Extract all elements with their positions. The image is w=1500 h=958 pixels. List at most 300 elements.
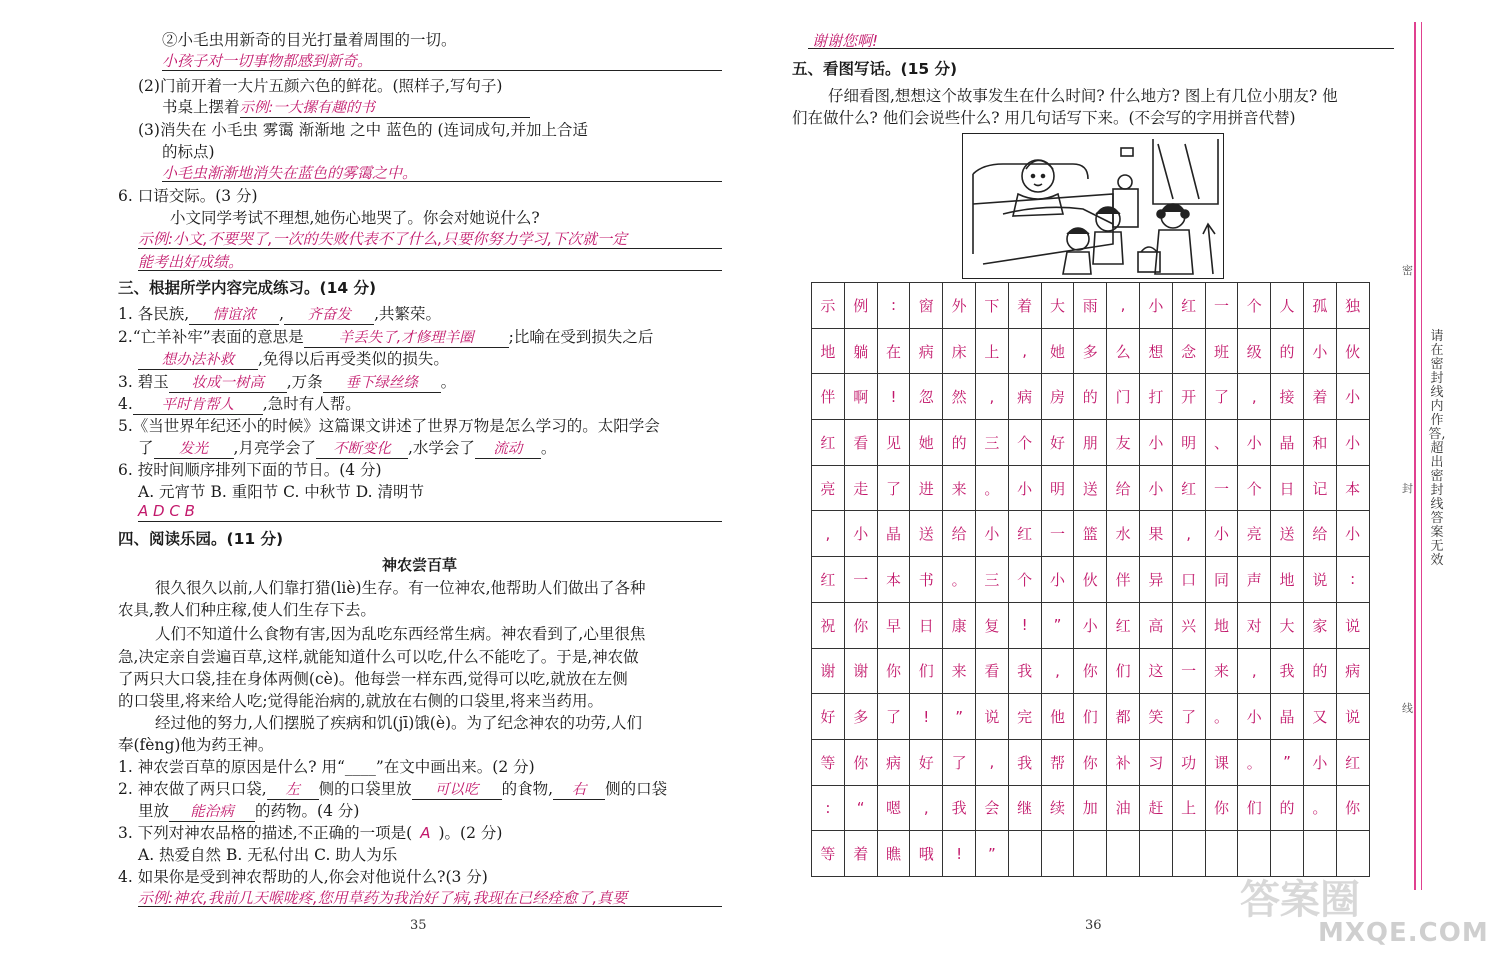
r2-blank-2: 可以吃 xyxy=(412,778,502,800)
grid-cell: 明 xyxy=(1041,465,1074,511)
reading-q4-answer: 示例:神农,我前几天喉咙疼,您用草药为我治好了病,我现在已经痊愈了,真要 xyxy=(138,889,628,907)
grid-cell: 她 xyxy=(910,420,943,466)
q6-answer-2: 能考出好成绩。 xyxy=(138,253,244,271)
grid-cell: 送 xyxy=(910,511,943,557)
grid-cell: 继 xyxy=(1008,785,1041,831)
grid-cell: 了 xyxy=(877,694,910,740)
grid-cell: 三 xyxy=(975,420,1008,466)
grid-cell: 的 xyxy=(1271,785,1304,831)
grid-cell: 小 xyxy=(1238,420,1271,466)
grid-cell: 着 xyxy=(844,831,877,877)
grid-cell: 。 xyxy=(975,465,1008,511)
grid-row xyxy=(812,465,1370,511)
r2-mid2: 的食物, xyxy=(501,780,554,798)
grid-row xyxy=(812,328,1370,374)
grid-cell: 给 xyxy=(943,511,976,557)
s3-item-5-line2: 了 发光 ,月亮学会了 不断变化 ,水学会了 流动 。 xyxy=(138,439,557,457)
grid-cell: 我 xyxy=(1271,648,1304,694)
grid-cell: 又 xyxy=(1303,694,1336,740)
grid-cell: 进 xyxy=(910,465,943,511)
grid-cell: , xyxy=(975,374,1008,420)
grid-cell: 我 xyxy=(1008,648,1041,694)
grid-cell: 红 xyxy=(1107,602,1140,648)
grid-cell: 瞧 xyxy=(877,831,910,877)
grid-cell: ” xyxy=(1271,739,1304,785)
grid-cell: , xyxy=(1008,328,1041,374)
grid-cell: 。 xyxy=(1303,785,1336,831)
grid-cell: 小 xyxy=(844,511,877,557)
grid-cell: 病 xyxy=(1336,648,1369,694)
s3-item-2-line2 xyxy=(138,347,449,370)
grid-cell: 好 xyxy=(910,739,943,785)
s3-5-l2c: ,水学会了 xyxy=(407,439,475,457)
grid-cell: 声 xyxy=(1238,557,1271,603)
grid-cell: 你 xyxy=(1205,785,1238,831)
grid-cell: 送 xyxy=(1271,511,1304,557)
grid-cell: 雨 xyxy=(1074,283,1107,329)
grid-cell: 红 xyxy=(1172,465,1205,511)
grid-cell: 说 xyxy=(1336,602,1369,648)
grid-cell: 你 xyxy=(1074,739,1107,785)
reading-q3 xyxy=(118,821,502,843)
grid-cell: 级 xyxy=(1238,328,1271,374)
grid-cell: 了 xyxy=(1205,374,1238,420)
grid-cell: 好 xyxy=(812,694,845,740)
page-number-left: 35 xyxy=(410,918,427,933)
q5-3-answer: 示例:一大摞有趣的书 xyxy=(240,96,530,118)
grid-cell: 忽 xyxy=(910,374,943,420)
grid-cell: 复 xyxy=(975,602,1008,648)
s3-item-5: 5.《当世界年纪还小的时候》这篇课文讲述了世界万物是怎么学习的。太阳学会 xyxy=(118,417,660,435)
grid-cell: 看 xyxy=(975,648,1008,694)
grid-cell: 友 xyxy=(1107,420,1140,466)
r3-post: )。(2 分) xyxy=(438,824,503,842)
grid-cell: 个 xyxy=(1238,283,1271,329)
grid-cell: 加 xyxy=(1074,785,1107,831)
grid-cell: 给 xyxy=(1107,465,1140,511)
reading-q2-line2 xyxy=(138,799,359,822)
grid-cell: 康 xyxy=(943,602,976,648)
s3-item-4: 4. 平时肯帮人 ,急时有人帮。 xyxy=(118,395,361,413)
story-p2c: 了两只大口袋,挂在身体两侧(cè)。他每尝一样东西,觉得可以吃,就放在左侧 xyxy=(118,670,628,688)
grid-cell: 下 xyxy=(975,283,1008,329)
grid-cell: 小 xyxy=(1074,602,1107,648)
grid-cell: 明 xyxy=(1172,420,1205,466)
grid-cell: 祝 xyxy=(812,602,845,648)
grid-cell: 了 xyxy=(877,465,910,511)
grid-cell: 会 xyxy=(975,785,1008,831)
story-p3b: 奉(fèng)他为药王神。 xyxy=(118,736,274,754)
r3-answer: A xyxy=(420,824,431,842)
grid-row xyxy=(812,420,1370,466)
grid-cell: 病 xyxy=(1008,374,1041,420)
s3-item-3: 3. 碧玉 妆成一树高 ,万条 垂下绿丝绦 。 xyxy=(118,373,457,391)
grid-cell: : xyxy=(877,283,910,329)
grid-cell: 帮 xyxy=(1041,739,1074,785)
binding-line xyxy=(1421,22,1422,890)
section-4-heading: 四、阅读乐园。(11 分) xyxy=(118,530,284,548)
page-number-right: 36 xyxy=(1085,918,1102,933)
reading-q2 xyxy=(118,777,667,800)
s3-1-blank-2: 齐奋发 xyxy=(284,303,374,325)
grid-cell: 多 xyxy=(844,694,877,740)
grid-cell: 本 xyxy=(1336,465,1369,511)
section-3-heading: 三、根据所学内容完成练习。(14 分) xyxy=(118,279,377,297)
answer-line xyxy=(138,521,722,522)
grid-cell: 见 xyxy=(877,420,910,466)
grid-cell: 上 xyxy=(975,328,1008,374)
grid-cell xyxy=(1074,831,1107,877)
grid-cell: 说 xyxy=(975,694,1008,740)
grid-cell: 们 xyxy=(1238,785,1271,831)
grid-cell: 啊 xyxy=(844,374,877,420)
grid-cell: 的 xyxy=(943,420,976,466)
s3-4-blank: 平时肯帮人 xyxy=(133,393,263,415)
grid-cell: 小 xyxy=(1139,283,1172,329)
r2-l2b: 的药物。(4 分) xyxy=(255,802,360,820)
grid-cell: 小 xyxy=(1238,694,1271,740)
grid-cell: 小 xyxy=(1303,328,1336,374)
grid-cell: 赶 xyxy=(1139,785,1172,831)
grid-cell: 伙 xyxy=(1336,328,1369,374)
q5-3-line xyxy=(162,95,530,118)
grid-cell: 。 xyxy=(943,557,976,603)
s3-6-options: A. 元宵节 B. 重阳节 C. 中秋节 D. 清明节 xyxy=(138,483,424,501)
grid-cell: 小 xyxy=(1041,557,1074,603)
q5-3-prompt: (2)门前开着一大片五颜六色的鲜花。(照样子,写句子) xyxy=(138,77,503,95)
reading-q3-options: A. 热爱自然 B. 无私付出 C. 助人为乐 xyxy=(138,846,398,864)
r2-blank-4: 能治病 xyxy=(169,800,255,822)
answer-line xyxy=(138,270,722,271)
story-p3a: 经过他的努力,人们摆脱了疾病和饥(jī)饿(è)。为了纪念神农的功劳,人们 xyxy=(155,714,642,732)
grid-cell: 地 xyxy=(812,328,845,374)
s3-item-2 xyxy=(118,325,653,348)
r2-post: 侧的口袋 xyxy=(605,780,668,798)
grid-row xyxy=(812,739,1370,785)
grid-cell: 窗 xyxy=(910,283,943,329)
grid-cell: 然 xyxy=(943,374,976,420)
grid-cell: 本 xyxy=(877,557,910,603)
grid-cell: , xyxy=(1107,283,1140,329)
grid-cell: 等 xyxy=(812,739,845,785)
s3-2-blank-1: 羊丢失了,才修理羊圈 xyxy=(304,326,509,348)
grid-cell: 习 xyxy=(1139,739,1172,785)
grid-cell: , xyxy=(1238,648,1271,694)
grid-cell: 看 xyxy=(844,420,877,466)
grid-cell: 一 xyxy=(1205,465,1238,511)
grid-cell: 躺 xyxy=(844,328,877,374)
grid-cell: 的 xyxy=(1074,374,1107,420)
grid-cell: 房 xyxy=(1041,374,1074,420)
grid-cell: 和 xyxy=(1303,420,1336,466)
s3-3-pre: 3. 碧玉 xyxy=(118,373,169,391)
story-p1a: 很久很久以前,人们靠打猎(liè)生存。有一位神农,他帮助人们做出了各种 xyxy=(155,579,646,597)
section-5-text-1: 仔细看图,想想这个故事发生在什么时间? 什么地方? 图上有几位小朋友? 他 xyxy=(828,87,1338,105)
grid-row xyxy=(812,283,1370,329)
grid-cell: 朋 xyxy=(1074,420,1107,466)
grid-cell: 孤 xyxy=(1303,283,1336,329)
r2-mid1: 侧的口袋里放 xyxy=(318,780,412,798)
hospital-illustration xyxy=(962,133,1224,279)
s3-6-head: 6. 按时间顺序排列下面的节日。(4 分) xyxy=(118,461,382,479)
answer-line xyxy=(162,70,722,71)
grid-cell: 一 xyxy=(1041,511,1074,557)
s3-2-post2: ,免得以后再受类似的损失。 xyxy=(258,350,449,368)
section-5-text-2: 们在做什么? 他们会说些什么? 用几句话写下来。(不会写的字用拼音代替) xyxy=(792,109,1296,127)
s3-5-l2b: ,月亮学会了 xyxy=(233,439,316,457)
grid-cell: ” xyxy=(975,831,1008,877)
grid-cell: 多 xyxy=(1074,328,1107,374)
grid-cell: 了 xyxy=(943,739,976,785)
s3-5-blank-2: 不断变化 xyxy=(316,437,408,459)
grid-cell: 小 xyxy=(1336,374,1369,420)
grid-cell: ! xyxy=(910,694,943,740)
seal-mark-bottom: 线 xyxy=(1402,702,1413,715)
grid-cell: 早 xyxy=(877,602,910,648)
grid-cell: 一 xyxy=(1172,648,1205,694)
grid-cell: 哦 xyxy=(910,831,943,877)
grid-cell: 油 xyxy=(1107,785,1140,831)
grid-cell: 小 xyxy=(1336,420,1369,466)
q6-text: 小文同学考试不理想,她伤心地哭了。你会对她说什么? xyxy=(170,209,540,227)
grid-cell: , xyxy=(1041,648,1074,694)
answer-line xyxy=(162,181,722,182)
grid-cell: ! xyxy=(943,831,976,877)
grid-cell: 例 xyxy=(844,283,877,329)
grid-cell: 你 xyxy=(1074,648,1107,694)
s3-2-blank-2: 想办法补救 xyxy=(138,348,258,370)
r2-l2a: 里放 xyxy=(138,802,170,820)
grid-cell: ” xyxy=(1041,602,1074,648)
grid-cell: 笑 xyxy=(1139,694,1172,740)
grid-cell: 开 xyxy=(1172,374,1205,420)
grid-row xyxy=(812,374,1370,420)
grid-cell: 在 xyxy=(877,328,910,374)
grid-cell: 床 xyxy=(943,328,976,374)
r3-pre: 3. 下列对神农品格的描述,不正确的一项是( xyxy=(118,824,413,842)
story-p1b: 农具,教人们种庄稼,使人们生存下去。 xyxy=(118,601,376,619)
grid-cell: , xyxy=(1172,511,1205,557)
grid-cell: 人 xyxy=(1271,283,1304,329)
grid-cell: 接 xyxy=(1271,374,1304,420)
grid-cell: 你 xyxy=(844,739,877,785)
grid-cell: 补 xyxy=(1107,739,1140,785)
grid-cell: 伴 xyxy=(1107,557,1140,603)
grid-cell: 小 xyxy=(1139,465,1172,511)
grid-cell: 们 xyxy=(910,648,943,694)
reading-q4: 4. 如果你是受到神农帮助的人,你会对他说什么?(3 分) xyxy=(118,868,488,886)
grid-cell: 么 xyxy=(1107,328,1140,374)
grid-cell: 晶 xyxy=(1271,694,1304,740)
grid-cell: 晶 xyxy=(1271,420,1304,466)
grid-cell: 好 xyxy=(1041,420,1074,466)
grid-cell: : xyxy=(812,785,845,831)
grid-cell: ! xyxy=(877,374,910,420)
grid-cell: 红 xyxy=(812,420,845,466)
grid-cell: 了 xyxy=(1172,694,1205,740)
seal-mark-mid: 封 xyxy=(1402,482,1413,495)
s3-3-mid: ,万条 xyxy=(286,373,323,391)
grid-cell: , xyxy=(812,511,845,557)
grid-cell: 你 xyxy=(1336,785,1369,831)
grid-cell: 完 xyxy=(1008,694,1041,740)
grid-cell: 一 xyxy=(844,557,877,603)
grid-cell: 功 xyxy=(1172,739,1205,785)
s3-5-blank-1: 发光 xyxy=(154,437,234,459)
q5-2-prompt: ②小毛虫用新奇的目光打量着周围的一切。 xyxy=(162,31,457,49)
grid-cell: 记 xyxy=(1303,465,1336,511)
grid-cell: 小 xyxy=(1205,511,1238,557)
s3-6-answer: A D C B xyxy=(138,502,195,520)
grid-cell: 红 xyxy=(812,557,845,603)
grid-cell: 谢 xyxy=(844,648,877,694)
grid-cell: 谢 xyxy=(812,648,845,694)
q5-4-prompt: (3)消失在 小毛虫 雾霭 渐渐地 之中 蓝色的 (连词成句,并加上合适 xyxy=(138,121,588,139)
grid-cell xyxy=(1107,831,1140,877)
grid-row xyxy=(812,602,1370,648)
s3-3-blank-2: 垂下绿丝绦 xyxy=(323,371,441,393)
grid-cell: 等 xyxy=(812,831,845,877)
grid-cell: 想 xyxy=(1139,328,1172,374)
grid-cell: 红 xyxy=(1172,283,1205,329)
grid-row xyxy=(812,557,1370,603)
s3-2-post: ;比喻在受到损失之后 xyxy=(508,328,654,346)
grid-cell: 果 xyxy=(1139,511,1172,557)
grid-cell: 大 xyxy=(1041,283,1074,329)
grid-cell: 红 xyxy=(1336,739,1369,785)
grid-cell: 兴 xyxy=(1172,602,1205,648)
grid-cell: 伴 xyxy=(812,374,845,420)
grid-cell: 上 xyxy=(1172,785,1205,831)
grid-cell: , xyxy=(910,785,943,831)
top-answer-continued: 谢谢您啊! xyxy=(812,32,879,50)
r2-blank-1: 左 xyxy=(267,778,319,800)
grid-cell: 书 xyxy=(910,557,943,603)
grid-cell: 小 xyxy=(1303,739,1336,785)
grid-cell: 示 xyxy=(812,283,845,329)
story-p2d: 的口袋里,将来给人吃;觉得能治病的,就放在右侧的口袋里,将来当药用。 xyxy=(118,692,604,710)
grid-cell: 同 xyxy=(1205,557,1238,603)
grid-row xyxy=(812,511,1370,557)
grid-cell: 。 xyxy=(1205,694,1238,740)
grid-cell xyxy=(1041,831,1074,877)
grid-cell: 地 xyxy=(1205,602,1238,648)
grid-cell: 都 xyxy=(1107,694,1140,740)
grid-cell: 小 xyxy=(1139,420,1172,466)
grid-cell: 说 xyxy=(1303,557,1336,603)
grid-cell: 病 xyxy=(910,328,943,374)
grid-cell xyxy=(1139,831,1172,877)
grid-cell: 着 xyxy=(1008,283,1041,329)
q5-2-answer: 小孩子对一切事物都感到新奇。 xyxy=(162,52,373,70)
q5-4-prompt2: 的标点) xyxy=(162,143,215,161)
seal-instruction-vertical: 请在密封线内作答,超出密封线答案无效 xyxy=(1428,329,1446,568)
grid-cell: 日 xyxy=(910,602,943,648)
grid-cell: 大 xyxy=(1271,602,1304,648)
grid-cell: “ xyxy=(844,785,877,831)
seal-mark-top: 密 xyxy=(1402,264,1413,277)
grid-cell: 这 xyxy=(1139,648,1172,694)
grid-cell: 对 xyxy=(1238,602,1271,648)
grid-cell: 你 xyxy=(877,648,910,694)
grid-cell: 口 xyxy=(1172,557,1205,603)
grid-cell: 我 xyxy=(943,785,976,831)
grid-cell: 们 xyxy=(1074,694,1107,740)
grid-cell: 个 xyxy=(1238,465,1271,511)
grid-cell: 一 xyxy=(1205,283,1238,329)
answer-line xyxy=(808,48,1394,49)
grid-cell: 他 xyxy=(1041,694,1074,740)
s3-5-blank-3: 流动 xyxy=(475,437,541,459)
grid-cell: 红 xyxy=(1008,511,1041,557)
watermark-logo: 答案圈 xyxy=(1240,877,1360,923)
grid-cell: 病 xyxy=(877,739,910,785)
s3-5-l2a: 了 xyxy=(138,439,154,457)
s3-1-post: ,共繁荣。 xyxy=(374,305,442,323)
grid-cell: ! xyxy=(1008,602,1041,648)
grid-cell: 她 xyxy=(1041,328,1074,374)
section-5-heading: 五、看图写话。(15 分) xyxy=(792,60,958,78)
grid-cell: , xyxy=(1238,374,1271,420)
q6-head: 6. 口语交际。(3 分) xyxy=(118,187,258,205)
grid-cell: 家 xyxy=(1303,602,1336,648)
grid-cell xyxy=(1008,831,1041,877)
grid-cell: 给 xyxy=(1303,511,1336,557)
grid-cell: 、 xyxy=(1205,420,1238,466)
grid-cell: 小 xyxy=(1008,465,1041,511)
grid-row xyxy=(812,785,1370,831)
watermark-url: MXQE.COM xyxy=(1318,918,1489,948)
grid-cell: 篮 xyxy=(1074,511,1107,557)
grid-cell: 日 xyxy=(1271,465,1304,511)
reading-q1: 1. 神农尝百草的原因是什么? 用“____”在文中画出来。(2 分) xyxy=(118,758,535,776)
story-p2b: 急,决定亲自尝遍百草,这样,就能知道什么可以吃,什么不能吃了。于是,神农做 xyxy=(118,648,639,666)
q5-4-answer: 小毛虫渐渐地消失在蓝色的雾霭之中。 xyxy=(162,164,418,182)
answer-line xyxy=(138,906,722,907)
story-title: 神农尝百草 xyxy=(382,556,458,574)
grid-cell: 你 xyxy=(844,602,877,648)
grid-cell: 小 xyxy=(1336,511,1369,557)
grid-cell: 班 xyxy=(1205,328,1238,374)
grid-row xyxy=(812,648,1370,694)
grid-cell: 。 xyxy=(1238,739,1271,785)
grid-cell: 外 xyxy=(943,283,976,329)
s3-4-post: ,急时有人帮。 xyxy=(262,395,361,413)
grid-cell: 送 xyxy=(1074,465,1107,511)
story-p2a: 人们不知道什么食物有害,因为乱吃东西经常生病。神农看到了,心里很焦 xyxy=(155,625,646,643)
grid-cell: 独 xyxy=(1336,283,1369,329)
grid-cell: ” xyxy=(943,694,976,740)
hospital-scene-drawing xyxy=(963,134,1223,278)
grid-cell: 说 xyxy=(1336,694,1369,740)
grid-cell: 们 xyxy=(1107,648,1140,694)
grid-cell: 个 xyxy=(1008,557,1041,603)
grid-cell: 走 xyxy=(844,465,877,511)
grid-cell: 来 xyxy=(943,648,976,694)
answer-line xyxy=(138,248,722,249)
grid-cell: 高 xyxy=(1139,602,1172,648)
grid-cell: 伙 xyxy=(1074,557,1107,603)
grid-cell: 亮 xyxy=(812,465,845,511)
r2-pre: 2. 神农做了两只口袋, xyxy=(118,780,267,798)
grid-cell: 续 xyxy=(1041,785,1074,831)
grid-cell: 念 xyxy=(1172,328,1205,374)
grid-cell: 的 xyxy=(1271,328,1304,374)
grid-cell: 门 xyxy=(1107,374,1140,420)
grid-cell: 三 xyxy=(975,557,1008,603)
grid-cell: 异 xyxy=(1139,557,1172,603)
grid-cell: 地 xyxy=(1271,557,1304,603)
